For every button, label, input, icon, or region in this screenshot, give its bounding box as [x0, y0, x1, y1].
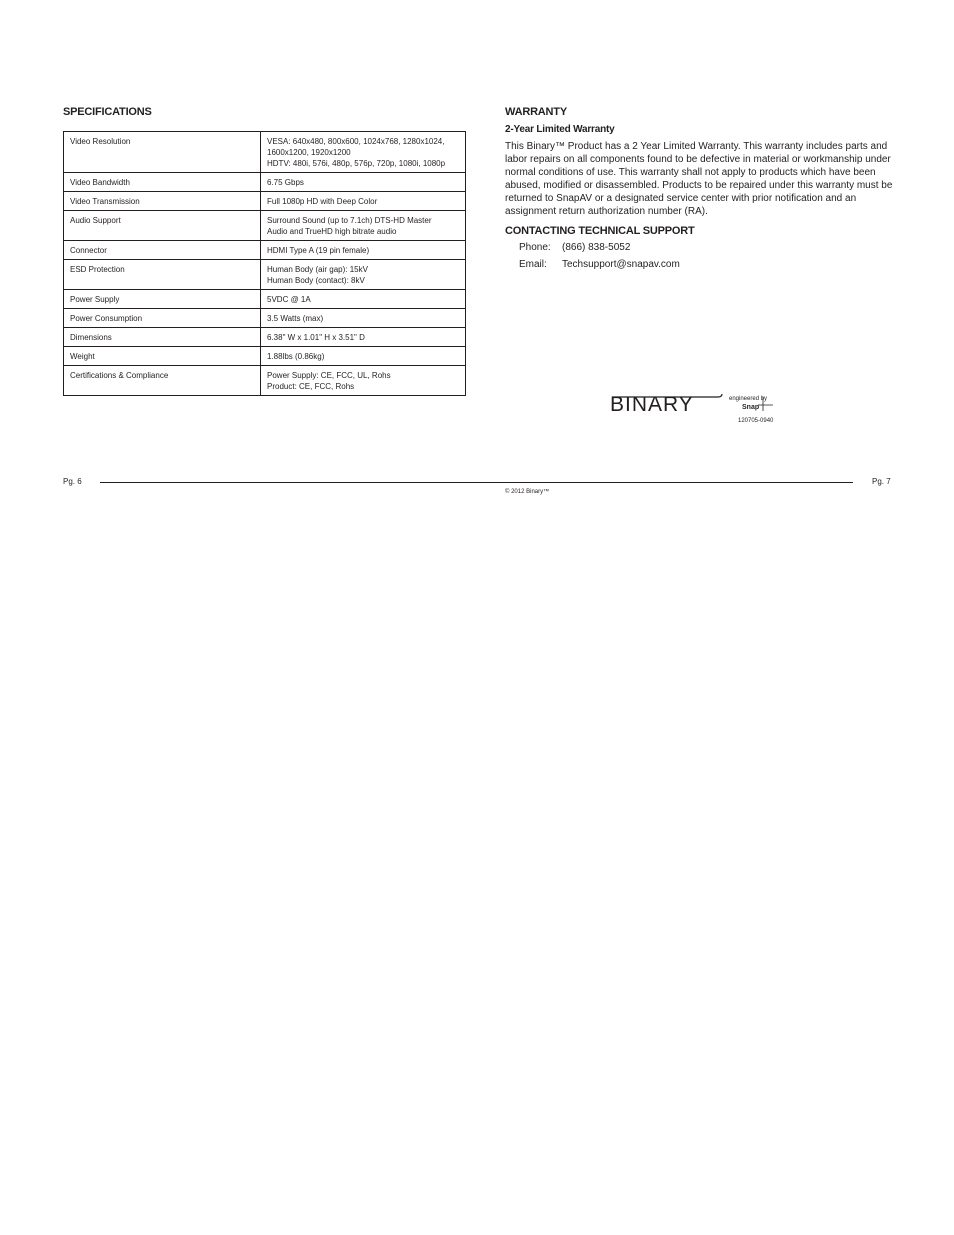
- warranty-heading: WARRANTY: [505, 106, 567, 118]
- spec-value: Full 1080p HD with Deep Color: [261, 192, 466, 211]
- spec-value: HDMI Type A (19 pin female): [261, 241, 466, 260]
- spec-label: Power Supply: [64, 290, 261, 309]
- spec-value: 6.75 Gbps: [261, 173, 466, 192]
- part-number: 120705-0940: [738, 418, 774, 424]
- spec-value: 1.88lbs (0.86kg): [261, 347, 466, 366]
- copyright-notice: © 2012 Binary™: [505, 489, 550, 495]
- spec-label: Dimensions: [64, 328, 261, 347]
- table-row: [64, 260, 466, 290]
- binary-logo: [610, 391, 780, 415]
- table-row: [64, 309, 466, 328]
- phone-label: Phone:: [519, 242, 551, 253]
- spec-value: Surround Sound (up to 7.1ch) DTS-HD Master Audio and TrueHD high bitrate audio: [261, 211, 466, 241]
- table-row: [64, 328, 466, 347]
- spec-label: Power Consumption: [64, 309, 261, 328]
- support-heading: CONTACTING TECHNICAL SUPPORT: [505, 225, 695, 237]
- logo-brand-text: BINARY: [610, 393, 694, 415]
- table-row: [64, 192, 466, 211]
- support-phone: [519, 241, 630, 254]
- spec-value: Power Supply: CE, FCC, UL, Rohs Product: CE, FCC, Rohs: [261, 366, 466, 396]
- spec-label: ESD Protection: [64, 260, 261, 290]
- spec-label: Certifications & Compliance: [64, 366, 261, 396]
- email-address: Techsupport@snapav.com: [562, 259, 680, 270]
- spec-label: Video Transmission: [64, 192, 261, 211]
- logo-maker: Snap: [742, 404, 760, 411]
- table-row: [64, 290, 466, 309]
- spec-value: 5VDC @ 1A: [261, 290, 466, 309]
- footer-divider: [100, 482, 853, 483]
- warranty-text: This Binary™ Product has a 2 Year Limited Warranty. This warranty includes parts and labor repairs on all components found to be defective in material or workmanship under normal conditions of use. This warranty shall not apply to products which have been abused, modified or disassembled. Products to be repaired under this warranty must be returned to SnapAV or a designated service center with prior notification and an assignment return authorization number (RA).: [505, 141, 893, 217]
- spec-value: 6.38" W x 1.01" H x 3.51" D: [261, 328, 466, 347]
- spec-label: Video Bandwidth: [64, 173, 261, 192]
- spec-label: Video Resolution: [64, 132, 261, 173]
- spec-value: 3.5 Watts (max): [261, 309, 466, 328]
- spec-label: Connector: [64, 241, 261, 260]
- table-row: [64, 132, 466, 173]
- page-number-left: Pg. 6: [63, 477, 82, 486]
- table-row: [64, 211, 466, 241]
- spec-value: VESA: 640x480, 800x600, 1024x768, 1280x1024, 1600x1200, 1920x1200 HDTV: 480i, 576i, 480p, 576p, 720p, 1080i, 1080p: [261, 132, 466, 173]
- table-row: [64, 347, 466, 366]
- warranty-subheading: 2-Year Limited Warranty: [505, 124, 615, 135]
- logo-tagline: engineered by: [729, 396, 768, 402]
- specifications-table: [63, 131, 466, 396]
- phone-number: (866) 838-5052: [562, 242, 631, 253]
- spec-label: Audio Support: [64, 211, 261, 241]
- support-email: [519, 258, 680, 271]
- table-row: [64, 173, 466, 192]
- page-number-right: Pg. 7: [872, 477, 891, 486]
- specifications-heading: SPECIFICATIONS: [63, 106, 152, 118]
- spec-value: Human Body (air gap): 15kV Human Body (contact): 8kV: [261, 260, 466, 290]
- spec-label: Weight: [64, 347, 261, 366]
- table-row: [64, 366, 466, 396]
- email-label: Email:: [519, 259, 547, 270]
- table-row: [64, 241, 466, 260]
